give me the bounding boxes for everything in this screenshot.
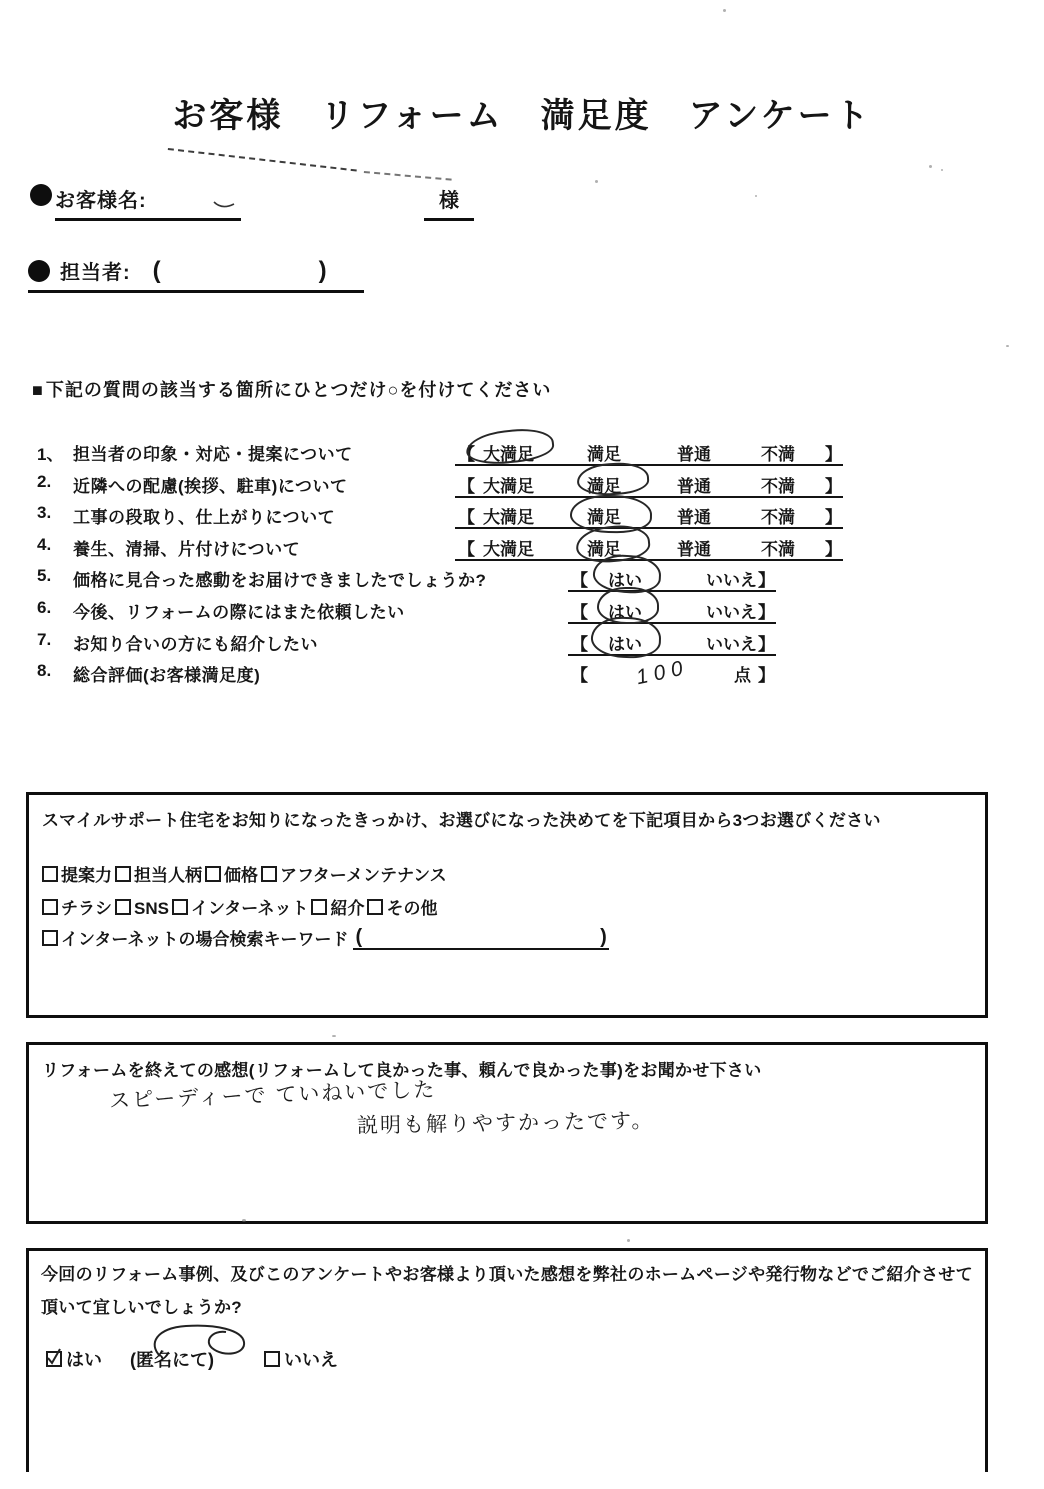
scan-speck <box>941 169 943 171</box>
customer-name-label: お客様名: <box>55 190 147 212</box>
q3-option-3[interactable]: 普通 <box>677 508 711 528</box>
q2-options <box>455 470 843 498</box>
handwritten-score: 100 <box>634 655 691 690</box>
checkbox-internet[interactable] <box>172 899 188 915</box>
checkbox-sonota[interactable] <box>367 899 383 915</box>
bracket-close: 】 <box>758 571 775 591</box>
instruction-text: 下記の質問の該当する箇所にひとつだけ○を付けてください <box>45 380 552 400</box>
publish-no-label[interactable]: いいえ <box>284 1350 338 1370</box>
scan-speck <box>332 1035 336 1037</box>
question-row-4 <box>0 533 1044 565</box>
q5-option-yes[interactable]: はい <box>608 571 642 591</box>
checkbox-sns[interactable] <box>115 899 131 915</box>
question-row-7 <box>0 628 1044 660</box>
bracket-open: 【 <box>458 476 475 496</box>
bullet-icon <box>30 184 52 206</box>
bracket-close: 】 <box>825 445 842 464</box>
checkbox-kakaku[interactable] <box>205 866 221 882</box>
checkbox-after-maintenance[interactable] <box>261 866 277 882</box>
question-number: 1、 <box>37 445 64 464</box>
scan-speck <box>723 9 726 12</box>
bullet-icon <box>28 260 50 282</box>
question-number: 4. <box>37 534 52 554</box>
question-text: 近隣への配慮(挨拶、駐車)について <box>73 476 348 496</box>
question-row-8 <box>0 655 1044 691</box>
handwritten-check-icon <box>46 1347 64 1367</box>
staff-row <box>28 256 364 293</box>
bracket-open: 【 <box>458 508 475 528</box>
q2-option-1[interactable]: 大満足 <box>483 476 534 496</box>
question-text: 工事の段取り、仕上がりについて <box>73 508 336 528</box>
keyword-paren-open: ( <box>355 926 363 948</box>
bracket-open: 【 <box>571 666 588 686</box>
q4-option-4[interactable]: 不満 <box>761 539 795 559</box>
checkbox-shoukai[interactable] <box>311 899 327 915</box>
handwritten-comment-line2: 説明も解りやすかったです。 <box>356 1109 655 1138</box>
question-list <box>0 438 1044 691</box>
question-number: 6. <box>37 597 52 617</box>
question-number: 7. <box>37 629 52 649</box>
keyword-row <box>42 925 609 950</box>
bracket-open: 【 <box>458 445 475 464</box>
checkbox-chirashi[interactable] <box>42 899 58 915</box>
question-row-3 <box>0 501 1044 533</box>
q3-option-4[interactable]: 不満 <box>761 508 795 528</box>
question-text: 養生、清掃、片付けについて <box>73 539 301 559</box>
checkbox-publish-yes[interactable] <box>46 1351 62 1367</box>
impression-box <box>26 1042 988 1224</box>
publish-prompt: 今回のリフォーム事例、及びこのアンケートやお客様より頂いた感想を弊社のホームページや発行物などでご紹介させて頂いて宜しいでしょうか? <box>41 1265 973 1317</box>
dashed-underline <box>168 148 357 171</box>
question-row-6 <box>0 596 1044 628</box>
scan-speck <box>755 195 757 197</box>
option-label: インターネット <box>190 899 309 918</box>
pen-squiggle <box>212 196 238 212</box>
handwritten-comment-line1: スピーディーで ていねいでした <box>108 1078 437 1113</box>
q2-option-3[interactable]: 普通 <box>677 476 711 496</box>
question-row-2 <box>0 470 1044 502</box>
q1-option-2[interactable]: 満足 <box>587 445 621 464</box>
option-label: 提案力 <box>61 866 112 885</box>
staff-paren-open: ( <box>152 256 161 284</box>
option-label: 担当人柄 <box>134 866 202 885</box>
source-options-row-1 <box>42 861 450 886</box>
source-selection-box <box>26 792 988 1018</box>
scan-speck <box>1006 345 1009 347</box>
q2-option-4[interactable]: 不満 <box>761 476 795 496</box>
option-label: 価格 <box>224 866 258 885</box>
question-text: 総合評価(お客様満足度) <box>73 666 261 686</box>
question-text: 担当者の印象・対応・提案について <box>73 445 353 464</box>
customer-name-row <box>30 184 241 221</box>
publish-anonymous-note: (匿名にて) <box>130 1350 214 1370</box>
question-row-5 <box>0 564 1044 596</box>
scan-speck <box>627 1239 630 1242</box>
selection-circle-q7 <box>590 616 661 659</box>
customer-suffix-label: 様 <box>424 184 474 221</box>
staff-label: 担当者: <box>60 262 131 284</box>
q6-option-no[interactable]: いいえ <box>706 602 757 622</box>
dashed-underline-tail <box>364 171 452 181</box>
q4-option-1[interactable]: 大満足 <box>483 539 534 559</box>
option-label: アフターメンテナンス <box>280 866 447 885</box>
bracket-close: 】 <box>825 476 842 496</box>
anonymous-circle-mark <box>146 1314 268 1364</box>
keyword-field[interactable] <box>353 926 608 950</box>
publish-yes-label[interactable]: はい <box>66 1350 102 1370</box>
bracket-close: 】 <box>758 666 775 686</box>
score-unit: 点 <box>734 666 751 686</box>
bracket-open: 【 <box>571 602 588 622</box>
q7-option-no[interactable]: いいえ <box>706 634 757 654</box>
q1-option-4[interactable]: 不満 <box>761 445 795 464</box>
option-label: SNS <box>134 899 169 918</box>
staff-paren-close: ) <box>318 256 327 284</box>
q5-option-no[interactable]: いいえ <box>706 571 757 591</box>
q4-option-3[interactable]: 普通 <box>677 539 711 559</box>
questions-instruction <box>32 376 551 402</box>
question-text: 価格に見合った感動をお届けできましたでしょうか? <box>73 571 487 591</box>
option-label: その他 <box>386 899 438 918</box>
question-number: 3. <box>37 503 52 523</box>
q8-score-field <box>568 655 776 690</box>
q6-option-yes[interactable]: はい <box>608 602 642 622</box>
scan-speck <box>242 1219 246 1222</box>
keyword-label: インターネットの場合検索キーワード <box>61 930 349 949</box>
square-bullet-icon: ■ <box>32 380 44 400</box>
bracket-open: 【 <box>571 634 588 654</box>
source-options-row-2 <box>42 894 440 919</box>
q1-option-1[interactable]: 大満足 <box>483 445 534 464</box>
q3-option-1[interactable]: 大満足 <box>483 508 534 528</box>
bracket-close: 】 <box>825 539 842 559</box>
question-text: 今後、リフォームの際にはまた依頼したい <box>73 602 405 622</box>
q2-option-2[interactable]: 満足 <box>587 476 621 496</box>
keyword-paren-close: ) <box>600 926 607 948</box>
question-number: 8. <box>37 661 52 681</box>
q7-option-yes[interactable]: はい <box>608 634 642 654</box>
bracket-open: 【 <box>458 539 475 559</box>
question-text: お知り合いの方にも紹介したい <box>73 634 318 654</box>
checkbox-keyword[interactable] <box>42 930 58 946</box>
option-label: チラシ <box>61 899 112 918</box>
q3-option-2[interactable]: 満足 <box>587 508 621 528</box>
scan-speck <box>929 165 932 168</box>
question-number: 5. <box>37 566 52 586</box>
checkbox-teiannryoku[interactable] <box>42 866 58 882</box>
question-number: 2. <box>37 471 52 491</box>
impression-prompt: リフォームを終えての感想(リフォームして良かった事、頼んで良かった事)をお聞かせ下さい <box>42 1061 762 1080</box>
bracket-close: 】 <box>825 508 842 528</box>
scan-speck <box>595 180 598 183</box>
option-label: 紹介 <box>330 899 365 918</box>
q1-option-3[interactable]: 普通 <box>677 445 711 464</box>
bracket-open: 【 <box>571 571 588 591</box>
bracket-close: 】 <box>758 602 775 622</box>
q4-option-2[interactable]: 満足 <box>587 539 621 559</box>
source-box-prompt: スマイルサポート住宅をお知りになったきっかけ、お選びになった決めてを下記項目から3つお選びください <box>42 811 881 830</box>
page-title: お客様 リフォーム 満足度 アンケート <box>172 97 872 135</box>
checkbox-tantou-hitogara[interactable] <box>115 866 131 882</box>
bracket-close: 】 <box>758 634 775 654</box>
